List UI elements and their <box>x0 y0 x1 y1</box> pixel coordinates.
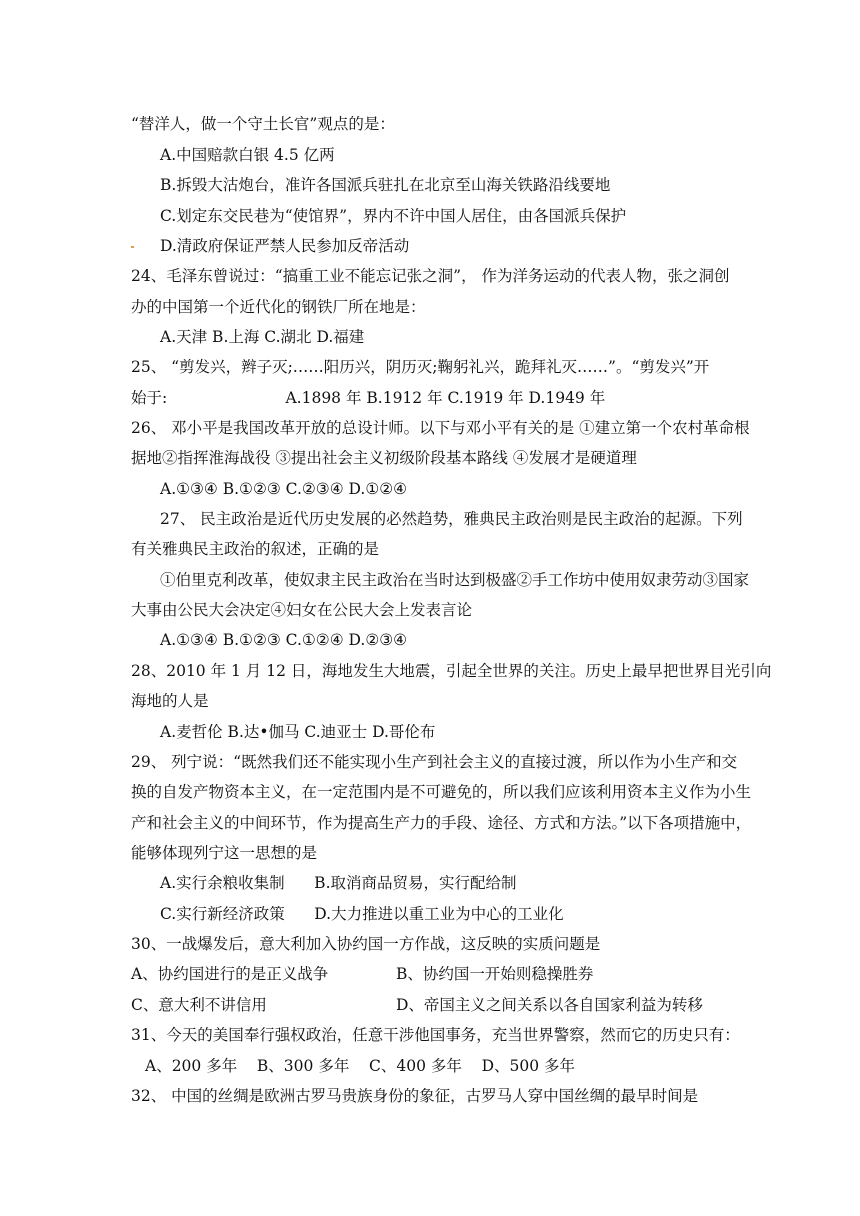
option-line: A.①③④ B.①②③ C.②③④ D.①②④ <box>160 480 408 498</box>
option-line: D.清政府保证严禁人民参加反帝活动 <box>160 237 410 255</box>
option-line: C、意大利不讲信用 <box>131 996 267 1014</box>
question-line: 30、一战爆发后，意大利加入协约国一方作战，这反映的实质问题是 <box>131 935 601 953</box>
option-line: B、协约国一开始则稳操胜券 <box>396 965 594 983</box>
option-line: A.实行余粮收集制 B.取消商品贸易，实行配给制 <box>160 874 517 892</box>
question-line: 26、 邓小平是我国改革开放的总设计师。以下与邓小平有关的是 ①建立第一个农村革命根 <box>131 419 750 437</box>
question-line: ①伯里克利改革，使奴隶主民主政治在当时达到极盛②手工作坊中使用奴隶劳动③国家 <box>160 571 750 589</box>
question-line: 海地的人是 <box>131 692 209 710</box>
option-line: A、协约国进行的是正义战争 <box>131 965 329 983</box>
option-line: A.中国赔款白银 4.5 亿两 <box>160 146 335 164</box>
option-line: D、帝国主义之间关系以各自国家利益为转移 <box>396 996 703 1014</box>
option-line: B.拆毁大沽炮台，准许各国派兵驻扎在北京至山海关铁路沿线要地 <box>160 176 611 194</box>
question-line: 能够体现列宁这一思想的是 <box>131 844 318 862</box>
question-line: 27、 民主政治是近代历史发展的必然趋势，雅典民主政治则是民主政治的起源。下列 <box>160 510 743 528</box>
question-line: 有关雅典民主政治的叙述，正确的是 <box>131 540 380 558</box>
question-line: 31、今天的美国奉行强权政治，任意干涉他国事务，充当世界警察，然而它的历史只有： <box>131 1026 740 1044</box>
option-line: A.①③④ B.①②③ C.①②④ D.②③④ <box>160 631 408 649</box>
stray-mark <box>131 246 134 248</box>
question-line: 始于: A.1898 年 B.1912 年 C.1919 年 D.1949 年 <box>131 389 606 407</box>
question-line: 据地②指挥淮海战役 ③提出社会主义初级阶段基本路线 ④发展才是硬道理 <box>131 449 637 467</box>
option-line: A.麦哲伦 B.达•伽马 C.迪亚士 D.哥伦布 <box>160 723 436 741</box>
option-line: A、200 多年 B、300 多年 C、400 多年 D、500 多年 <box>145 1057 576 1075</box>
question-line: 产和社会主义的中间环节，作为提高生产力的手段、途径、方式和方法。”以下各项措施中， <box>131 814 752 832</box>
option-line: A.天津 B.上海 C.湖北 D.福建 <box>160 328 365 346</box>
option-line: C.划定东交民巷为“使馆界”，界内不许中国人居住，由各国派兵保护 <box>160 207 627 225</box>
question-line: 28、2010 年 1 月 12 日，海地发生大地震，引起全世界的关注。历史上最早把世界目光引向 <box>131 662 772 680</box>
question-line: 换的自发产物资本主义，在一定范围内是不可避免的，所以我们应该利用资本主义作为小生 <box>131 783 752 801</box>
text-line: “替洋人，做一个守土长官”观点的是： <box>131 115 395 133</box>
question-line: 24、毛泽东曾说过：“搞重工业不能忘记张之洞”， 作为洋务运动的代表人物，张之洞创 <box>131 267 730 285</box>
question-line: 32、 中国的丝绸是欧洲古罗马贵族身份的象征，古罗马人穿中国丝绸的最早时间是 <box>131 1087 699 1105</box>
question-line: 办的中国第一个近代化的钢铁厂所在地是： <box>131 298 426 316</box>
question-line: 25、 “剪发兴，辫子灭;……阳历兴，阴历灭;鞠躬礼兴，跪拜礼灭……”。“剪发兴”开 <box>131 358 710 376</box>
option-line: C.实行新经济政策 D.大力推进以重工业为中心的工业化 <box>160 905 564 923</box>
question-line: 大事由公民大会决定④妇女在公民大会上发表言论 <box>131 601 473 619</box>
question-line: 29、 列宁说：“既然我们还不能实现小生产到社会主义的直接过渡，所以作为小生产和交 <box>131 753 738 771</box>
